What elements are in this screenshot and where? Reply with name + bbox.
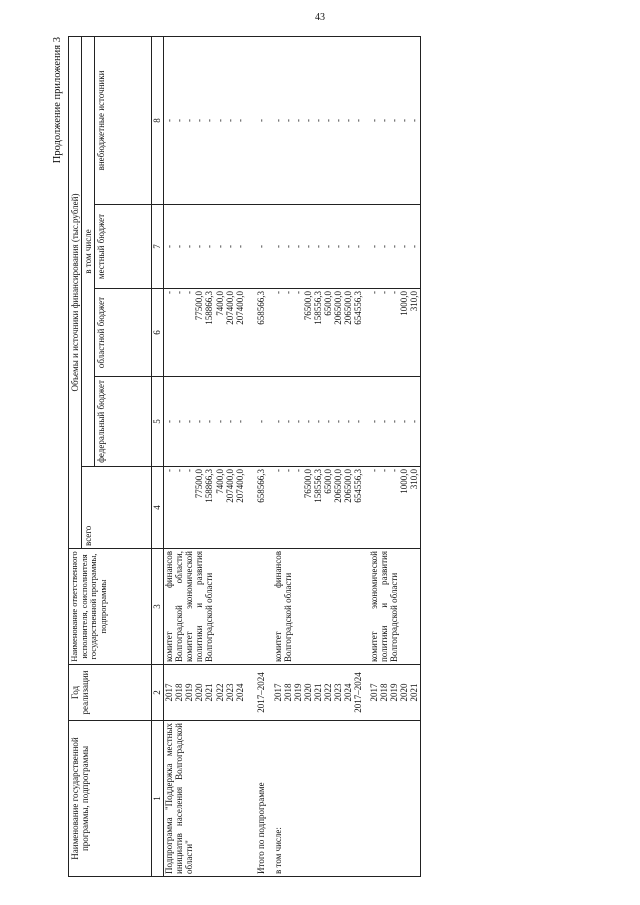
executor: комитет финансов Волгоградской области <box>267 549 365 665</box>
header-local: местный бюджет <box>95 205 152 289</box>
cell-value: - <box>272 291 283 294</box>
cell-value: 207400,0 <box>234 469 245 503</box>
local-values <box>246 205 267 289</box>
cell-value: - <box>282 469 293 472</box>
program-name: Подпрограмма "Поддержка местных инициатив населения Волгоградской области" <box>164 721 246 877</box>
program-name <box>365 721 421 877</box>
cell-value: - <box>194 118 205 122</box>
cell-value: 2018 <box>174 683 185 702</box>
local-values <box>267 205 365 289</box>
cell-value: 2018 <box>282 683 293 702</box>
offbudget-values <box>164 36 246 204</box>
cell-value: 207400,0 <box>224 291 235 325</box>
cell-value: - <box>164 420 175 423</box>
cell-value: - <box>293 291 304 294</box>
cell-value: - <box>174 245 185 248</box>
cell-value: - <box>368 469 379 472</box>
cell-value: 2017–2024 <box>353 672 364 713</box>
cell-value: 206500,0 <box>343 469 354 503</box>
header-including: в том числе <box>82 36 95 466</box>
cell-value: - <box>353 118 364 122</box>
table-body <box>164 36 421 876</box>
cell-value: - <box>408 420 419 423</box>
cell-value: - <box>323 245 334 248</box>
cell-value: 6500,0 <box>323 291 334 316</box>
col-number: 3 <box>152 549 164 665</box>
col-number: 4 <box>152 467 164 549</box>
col-number: 5 <box>152 377 164 467</box>
cell-value: 654556,3 <box>353 291 364 325</box>
cell-value: - <box>164 469 175 472</box>
regional-values <box>246 289 267 377</box>
cell-value: 158866,3 <box>204 469 215 503</box>
cell-value: - <box>234 420 245 423</box>
cell-value: - <box>184 245 195 248</box>
cell-value: - <box>343 245 354 248</box>
cell-value: - <box>255 420 266 423</box>
cell-value: 2023 <box>224 683 235 702</box>
cell-value: - <box>333 245 344 248</box>
cell-value: - <box>378 291 389 294</box>
cell-value: - <box>184 118 195 122</box>
cell-value: 1000,0 <box>398 469 409 494</box>
year-list <box>164 665 246 721</box>
header-year: Год реализации <box>69 665 152 721</box>
col-number: 6 <box>152 289 164 377</box>
cell-value: 158556,3 <box>313 291 324 325</box>
cell-value: 658566,3 <box>255 469 266 503</box>
cell-value: - <box>214 245 225 248</box>
cell-value: - <box>388 118 399 122</box>
cell-value: 2020 <box>303 683 314 702</box>
federal-values <box>246 377 267 467</box>
cell-value: 1000,0 <box>398 291 409 316</box>
cell-value: - <box>333 420 344 423</box>
cell-value: - <box>204 245 215 248</box>
cell-value: - <box>255 245 266 248</box>
cell-value: 2022 <box>323 683 334 702</box>
cell-value: - <box>224 245 235 248</box>
cell-value: 310,0 <box>408 469 419 490</box>
regional-values <box>267 289 365 377</box>
year-list <box>267 665 365 721</box>
table-row <box>267 36 365 876</box>
cell-value: - <box>272 420 283 423</box>
cell-value: 2019 <box>388 683 399 702</box>
offbudget-values <box>246 36 267 204</box>
cell-value: - <box>174 118 185 122</box>
federal-values <box>267 377 365 467</box>
header-offbudget: внебюджетные источники <box>95 36 152 204</box>
cell-value: - <box>388 291 399 294</box>
cell-value: 654556,3 <box>353 469 364 503</box>
cell-value: - <box>343 118 354 122</box>
cell-value: 76500,0 <box>303 469 314 499</box>
col-number: 1 <box>152 721 164 877</box>
table-row <box>365 36 421 876</box>
cell-value: 2021 <box>408 683 419 702</box>
col-number: 7 <box>152 205 164 289</box>
cell-value: - <box>224 118 235 122</box>
executor <box>246 549 267 665</box>
cell-value: - <box>194 420 205 423</box>
cell-value: - <box>398 420 409 423</box>
cell-value: - <box>343 420 354 423</box>
cell-value: 206500,0 <box>343 291 354 325</box>
total-values <box>267 467 365 549</box>
cell-value: - <box>303 420 314 423</box>
cell-value: - <box>303 118 314 122</box>
local-values <box>164 205 246 289</box>
cell-value: - <box>353 420 364 423</box>
cell-value: - <box>272 245 283 248</box>
page-number: 43 <box>315 12 325 23</box>
cell-value: - <box>398 245 409 248</box>
cell-value: 7400,0 <box>214 291 225 316</box>
cell-value: - <box>184 291 195 294</box>
cell-value: - <box>255 118 266 122</box>
cell-value: - <box>368 118 379 122</box>
cell-value: - <box>214 118 225 122</box>
cell-value: - <box>282 291 293 294</box>
cell-value: 2019 <box>293 683 304 702</box>
cell-value: - <box>293 469 304 472</box>
cell-value: - <box>378 469 389 472</box>
program-name: в том числе: <box>267 721 365 877</box>
executor: комитет финансов Волгоградской области, комитет экономической политики и развития Волгоградской области <box>164 549 246 665</box>
cell-value: 2023 <box>333 683 344 702</box>
cell-value: - <box>408 118 419 122</box>
cell-value: 207400,0 <box>224 469 235 503</box>
header-program: Наименование государственной программы, подпрограммы <box>69 721 152 877</box>
cell-value: - <box>164 118 175 122</box>
cell-value: - <box>184 469 195 472</box>
cell-value: - <box>388 469 399 472</box>
cell-value: - <box>378 118 389 122</box>
cell-value: - <box>214 420 225 423</box>
cell-value: 658566,3 <box>255 291 266 325</box>
col-number: 8 <box>152 36 164 204</box>
federal-values <box>365 377 421 467</box>
cell-value: 6500,0 <box>323 469 334 494</box>
regional-values <box>365 289 421 377</box>
cell-value: - <box>313 420 324 423</box>
cell-value: 2020 <box>194 683 205 702</box>
cell-value: - <box>234 118 245 122</box>
cell-value: - <box>174 291 185 294</box>
cell-value: 206500,0 <box>333 291 344 325</box>
cell-value: - <box>293 245 304 248</box>
cell-value: - <box>224 420 235 423</box>
cell-value: 2017–2024 <box>255 672 266 713</box>
cell-value: - <box>313 118 324 122</box>
cell-value: - <box>184 420 195 423</box>
executor: комитет экономической политики и развития Волгоградской области <box>365 549 421 665</box>
cell-value: 2024 <box>343 683 354 702</box>
cell-value: - <box>194 245 205 248</box>
cell-value: - <box>174 420 185 423</box>
regional-values <box>164 289 246 377</box>
col-number: 2 <box>152 665 164 721</box>
cell-value: 2021 <box>313 683 324 702</box>
cell-value: - <box>368 245 379 248</box>
local-values <box>365 205 421 289</box>
cell-value: - <box>323 118 334 122</box>
cell-value: - <box>282 245 293 248</box>
cell-value: - <box>204 420 215 423</box>
total-values <box>365 467 421 549</box>
offbudget-values <box>267 36 365 204</box>
header-regional: областной бюджет <box>95 289 152 377</box>
table-row <box>164 36 246 876</box>
cell-value: 77500,0 <box>194 291 205 321</box>
cell-value: - <box>272 469 283 472</box>
cell-value: 158866,3 <box>204 291 215 325</box>
year-list <box>246 665 267 721</box>
cell-value: - <box>388 420 399 423</box>
rotated-page <box>52 37 598 877</box>
header-volume-group: Объемы и источники финансирования (тыс.рублей) <box>69 36 82 548</box>
cell-value: - <box>368 291 379 294</box>
header-total: всего <box>82 467 152 549</box>
cell-value: 206500,0 <box>333 469 344 503</box>
table-row <box>246 36 267 876</box>
cell-value: - <box>204 118 215 122</box>
cell-value: 207400,0 <box>234 291 245 325</box>
cell-value: - <box>353 245 364 248</box>
program-name: Итого по подпрограмме <box>246 721 267 877</box>
cell-value: - <box>282 420 293 423</box>
cell-value: 2018 <box>378 683 389 702</box>
cell-value: - <box>272 118 283 122</box>
cell-value: - <box>234 245 245 248</box>
cell-value: - <box>378 420 389 423</box>
cell-value: - <box>303 245 314 248</box>
cell-value: 2021 <box>204 683 215 702</box>
cell-value: - <box>313 245 324 248</box>
cell-value: - <box>323 420 334 423</box>
year-list <box>365 665 421 721</box>
total-values <box>164 467 246 549</box>
cell-value: 77500,0 <box>194 469 205 499</box>
cell-value: - <box>293 118 304 122</box>
cell-value: - <box>174 469 185 472</box>
cell-value: 2022 <box>214 683 225 702</box>
header-federal: федеральный бюджет <box>95 377 152 467</box>
cell-value: 158556,3 <box>313 469 324 503</box>
cell-value: 2019 <box>184 683 195 702</box>
cell-value: 2020 <box>398 683 409 702</box>
cell-value: 7400,0 <box>214 469 225 494</box>
cell-value: - <box>398 118 409 122</box>
cell-value: - <box>293 420 304 423</box>
financing-table <box>68 36 421 877</box>
cell-value: 2017 <box>368 683 379 702</box>
cell-value: - <box>378 245 389 248</box>
header-executor: Наименование ответственного исполнителя, соисполнителя государственной программы, подпрограммы <box>69 549 152 665</box>
cell-value: - <box>282 118 293 122</box>
cell-value: - <box>388 245 399 248</box>
total-values <box>246 467 267 549</box>
cell-value: 310,0 <box>408 291 419 312</box>
federal-values <box>164 377 246 467</box>
cell-value: 76500,0 <box>303 291 314 321</box>
cell-value: 2017 <box>272 683 283 702</box>
offbudget-values <box>365 36 421 204</box>
cell-value: - <box>164 291 175 294</box>
appendix-label: Продолжение приложения 3 <box>52 37 63 164</box>
cell-value: - <box>368 420 379 423</box>
cell-value: - <box>333 118 344 122</box>
cell-value: - <box>408 245 419 248</box>
cell-value: 2024 <box>234 683 245 702</box>
cell-value: - <box>164 245 175 248</box>
cell-value: 2017 <box>164 683 175 702</box>
